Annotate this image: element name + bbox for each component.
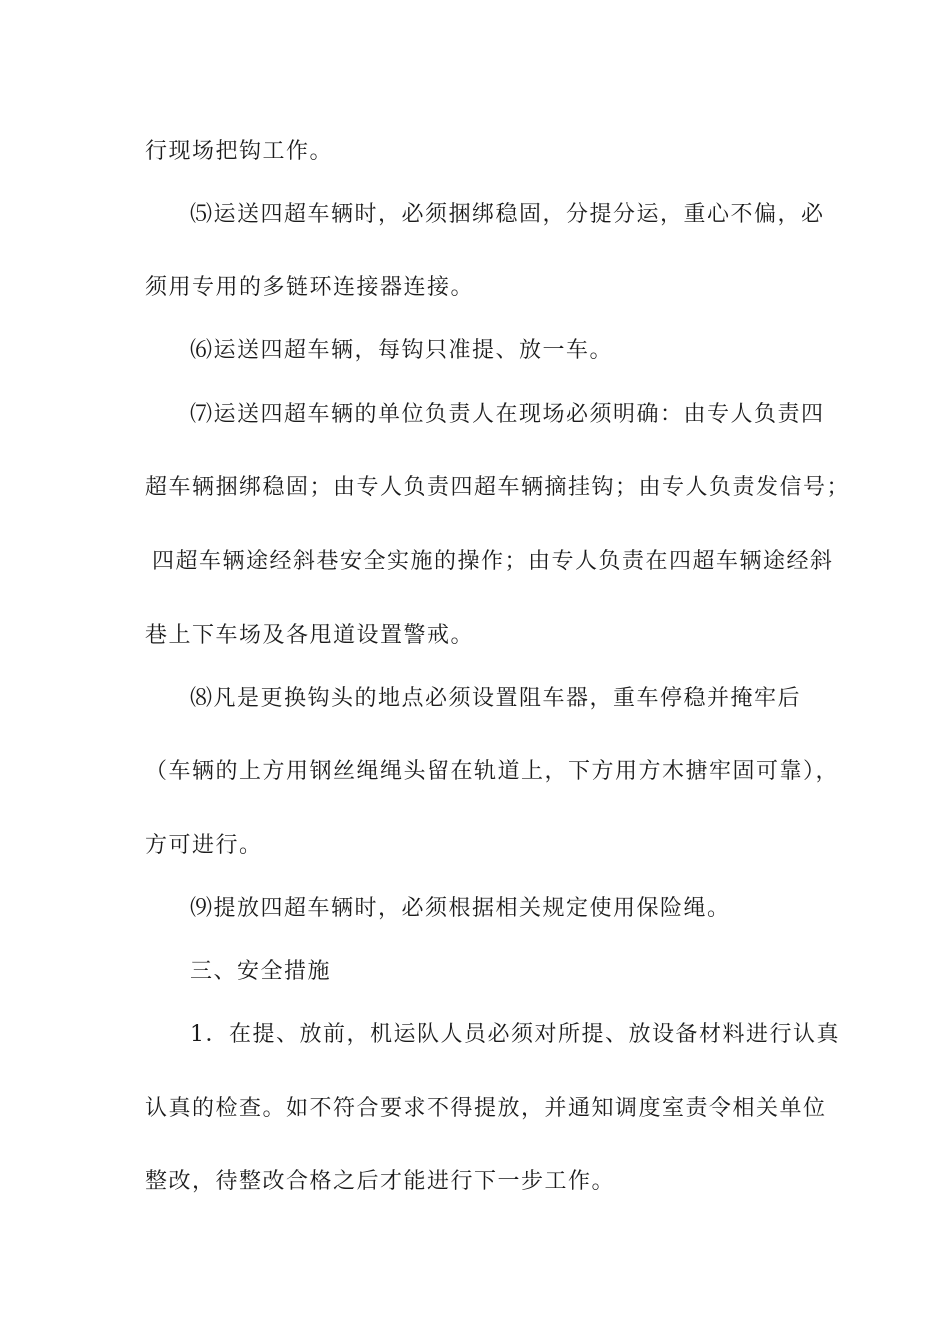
text-line-14: 1．在提、放前，机运队人员必须对所提、放设备材料进行认真 <box>190 1022 840 1047</box>
text-line-8: 巷上下车场及各甩道设置警戒。 <box>145 623 475 648</box>
text-line-11: 方可进行。 <box>145 833 263 858</box>
section-heading: 三、安全措施 <box>190 959 332 984</box>
text-line-12: ⑼提放四超车辆时，必须根据相关规定使用保险绳。 <box>190 896 731 921</box>
text-line-1: 行现场把钩工作。 <box>145 139 334 164</box>
text-line-10: （车辆的上方用钢丝绳绳头留在轨道上，下方用方木搪牢固可靠）， <box>145 759 840 784</box>
text-line-5: ⑺运送四超车辆的单位负责人在现场必须明确：由专人负责四 <box>190 402 825 427</box>
text-line-15: 认真的检查。如不符合要求不得提放，并通知调度室责令相关单位 <box>145 1096 827 1121</box>
text-line-4: ⑹运送四超车辆，每钩只准提、放一车。 <box>190 338 614 363</box>
text-line-16: 整改，待整改合格之后才能进行下一步工作。 <box>145 1169 616 1194</box>
text-line-9: ⑻凡是更换钩头的地点必须设置阻车器，重车停稳并掩牢后 <box>190 686 802 711</box>
text-line-2: ⑸运送四超车辆时，必须捆绑稳固，分提分运，重心不偏，必 <box>190 202 825 227</box>
text-line-7: 四超车辆途经斜巷安全实施的操作；由专人负责在四超车辆途经斜 <box>152 549 834 574</box>
text-line-3: 须用专用的多链环连接器连接。 <box>145 275 475 300</box>
text-line-6: 超车辆捆绑稳固；由专人负责四超车辆摘挂钩；由专人负责发信号； <box>145 475 851 500</box>
